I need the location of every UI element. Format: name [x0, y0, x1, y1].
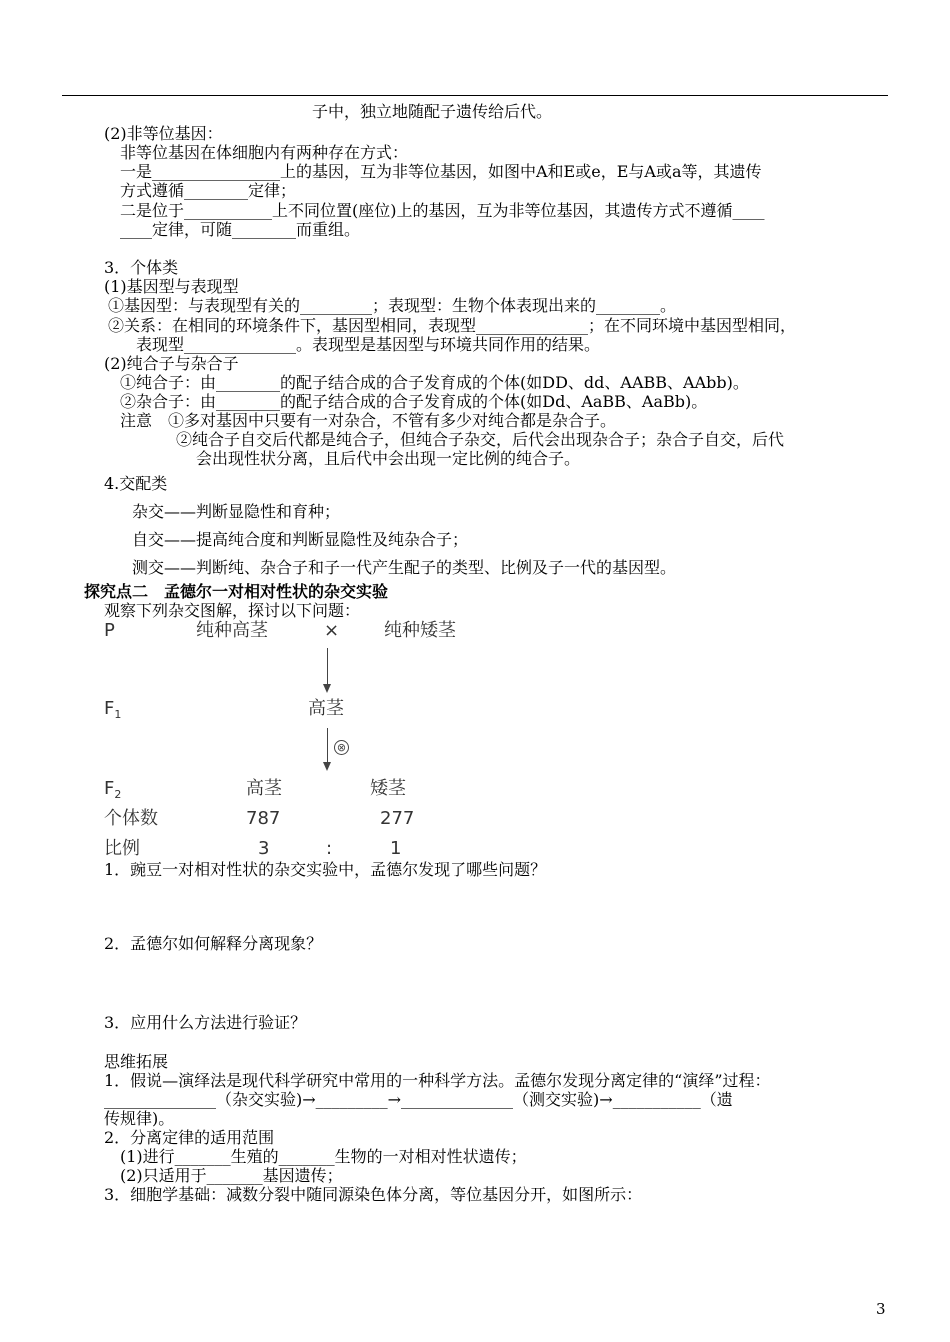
- diagram-count-label: 个体数: [104, 808, 158, 829]
- text-line: 3．细胞学基础：减数分裂中随同源染色体分离，等位基因分开，如图所示：: [104, 1185, 643, 1204]
- text-line: 观察下列杂交图解，探讨以下问题：: [104, 601, 361, 620]
- text-line: 方式遵循________定律；: [120, 181, 297, 200]
- diagram-ratio-tall: 3: [258, 838, 270, 859]
- text-line: 传规律)。: [104, 1109, 175, 1128]
- arrowhead-icon: [323, 684, 331, 693]
- question-2: 2．孟德尔如何解释分离现象？: [104, 934, 323, 953]
- note-line: ②纯合子自交后代都是纯合子，但纯合子杂交，后代会出现杂合子；杂合子自交，后代: [176, 430, 785, 449]
- text-line: 子中，独立地随配子遗传给后代。: [312, 102, 553, 121]
- subheading: (1)基因型与表现型: [104, 277, 239, 296]
- diagram-f2-short: 矮茎: [370, 778, 406, 799]
- note-line: 会出现性状分离，且后代中会出现一定比例的纯合子。: [196, 449, 581, 468]
- page-number: 3: [876, 1300, 886, 1318]
- section-heading: 4.交配类: [104, 474, 168, 493]
- arrowhead-icon: [323, 762, 331, 771]
- text-line: ①基因型：与表现型有关的_________；表现型：生物个体表现出来的________。: [108, 296, 677, 315]
- diagram-p-tall: 纯种高茎: [196, 620, 268, 641]
- section-heading: 3．个体类: [104, 258, 179, 277]
- text-line: 杂交——判断显隐性和育种；: [132, 502, 341, 521]
- text-line: ____定律，可随________而重组。: [120, 220, 361, 239]
- header-rule: [62, 95, 888, 96]
- diagram-f2-label: $F_2$: [104, 778, 122, 801]
- diagram-count-tall: 787: [246, 808, 281, 829]
- text-line: ②关系：在相同的环境条件下，基因型相同，表现型______________；在不同环境中基因型相同，: [108, 316, 797, 335]
- text-line: 2．分离定律的适用范围: [104, 1128, 275, 1147]
- question-1: 1．豌豆一对相对性状的杂交实验中，孟德尔发现了哪些问题？: [104, 860, 547, 879]
- diagram-f2-tall: 高茎: [246, 778, 282, 799]
- text-line: (2)只适用于_______基因遗传；: [120, 1166, 343, 1185]
- arrow-down-icon: [327, 648, 328, 688]
- text-line: (1)进行_______生殖的_______生物的一对相对性状遗传；: [120, 1147, 527, 1166]
- subheading: (2)纯合子与杂合子: [104, 354, 239, 373]
- text-line: ①纯合子：由________的配子结合成的合子发育成的个体(如DD、dd、AABB、AAbb)。: [120, 373, 749, 392]
- selfing-icon: ⊗: [334, 740, 349, 755]
- diagram-ratio-short: 1: [390, 838, 402, 859]
- diagram-f1-label: $F_1$: [104, 698, 122, 721]
- text-line: 非等位基因在体细胞内有两种存在方式：: [120, 143, 409, 162]
- text-line: 1．假说—演绎法是现代科学研究中常用的一种科学方法。孟德尔发现分离定律的“演绎”过程：: [104, 1071, 771, 1090]
- text-line: 一是________________上的基因，互为非等位基因，如图中A和E或e，E与A或a等，其遗传: [120, 162, 762, 181]
- diagram-f1-value: 高茎: [308, 698, 344, 719]
- diagram-p-short: 纯种矮茎: [384, 620, 456, 641]
- text-line: 测交——判断纯、杂合子和子一代产生配子的类型、比例及子一代的基因型。: [132, 558, 677, 577]
- text-line: ______________（杂交实验)→_________→______________（测交实验)→___________（遗: [104, 1090, 733, 1109]
- question-3: 3．应用什么方法进行验证？: [104, 1013, 307, 1032]
- section-heading: 思维拓展: [104, 1052, 169, 1071]
- arrow-down-icon: [327, 728, 328, 766]
- diagram-count-short: 277: [380, 808, 415, 829]
- subheading: (2)非等位基因：: [104, 124, 223, 143]
- diagram-p-label: P: [104, 620, 115, 641]
- section-title: 探究点二 孟德尔一对相对性状的杂交实验: [84, 582, 389, 601]
- text-line: ②杂合子：由________的配子结合成的合子发育成的个体(如Dd、AaBB、AaBb)。: [120, 392, 708, 411]
- diagram-ratio-sep: :: [326, 838, 333, 859]
- diagram-ratio-label: 比例: [104, 838, 140, 859]
- text-line: 表现型______________。表现型是基因型与环境共同作用的结果。: [136, 335, 601, 354]
- text-line: 二是位于___________上不同位置(座位)上的基因，互为非等位基因，其遗传方式不遵循____: [120, 201, 765, 220]
- text-line: 自交——提高纯合度和判断显隐性及纯杂合子；: [132, 530, 469, 549]
- diagram-cross-symbol: ×: [324, 620, 340, 641]
- note-line: 注意 ①多对基因中只要有一对杂合，不管有多少对纯合都是杂合子。: [120, 411, 617, 430]
